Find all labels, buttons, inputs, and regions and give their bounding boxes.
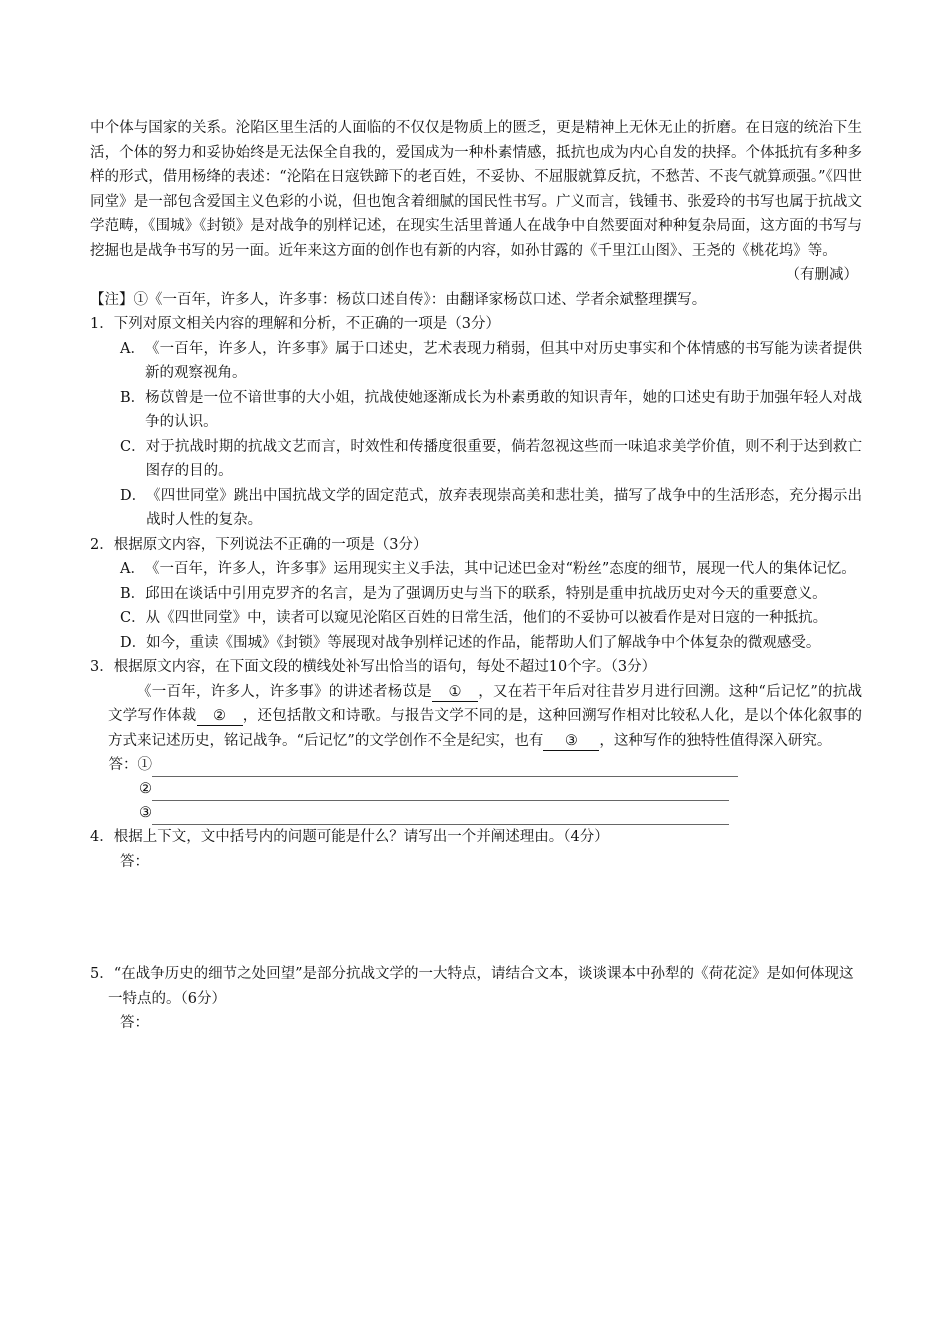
question-1-option-a[interactable] [120, 337, 862, 386]
fill-blank-3[interactable]: ③ [543, 732, 599, 751]
option-label: B． [120, 585, 146, 602]
option-text: 《一百年，许多人，许多事》属于口述史，艺术表现力稍弱，但其中对历史事实和个体情感的书写能为读者提供新的观察视角。 [144, 340, 862, 381]
question-2-stem: 2．根据原文内容，下列说法不正确的一项是（3分） [90, 536, 428, 553]
question-1-option-b[interactable] [120, 386, 862, 435]
question-1-stem: 1．下列对原文相关内容的理解和分析，不正确的一项是（3分） [90, 316, 500, 332]
answer-label-2: ② [139, 780, 152, 797]
fill-text-4: ，这种写作的独特性值得深入研究。 [599, 732, 832, 749]
option-text: 对于抗战时期的抗战文艺而言，时效性和传播度很重要，倘若忽视这些而一味追求美学价值，则不利于达到救亡图存的目的。 [145, 438, 862, 479]
option-label: D． [120, 634, 147, 651]
question-2 [90, 533, 862, 656]
option-text: 《四世同堂》跳出中国抗战文学的固定范式，放弃表现崇高美和悲壮美，描写了战争中的生活形态，充分揭示出战时人性的复杂。 [146, 487, 862, 528]
fill-text-3: ，还包括散文和诗歌。与报告文学不同的是，这种回溯写作相对比较私人化，是以个体化叙事的方式来记述历史，铭记战争。“后记忆”的文学创作不全是纪实，也有 [108, 708, 862, 749]
question-2-option-b[interactable] [120, 582, 862, 607]
option-label: D． [120, 487, 147, 504]
option-label: A． [120, 561, 145, 577]
question-4-answer-label: 答： [120, 853, 149, 870]
answer-rule-2[interactable] [152, 788, 729, 801]
question-5-stem: 5．“在战争历史的细节之处回望”是部分抗战文学的一大特点，请结合文本，谈谈课本中孙犁的《荷花淀》是如何体现这一特点的。（6分） [90, 966, 854, 1007]
question-3-stem: 3．根据原文内容，在下面文段的横线处补写出恰当的语句，每处不超过10个字。（3分） [90, 659, 657, 675]
fill-blank-2[interactable]: ② [197, 707, 243, 726]
option-text: 杨苡曾是一位不谙世事的大小姐，抗战使她逐渐成长为朴素勇敢的知识青年，她的口述史有助于加强年轻人对战争的认识。 [145, 389, 862, 430]
question-4-answer-area[interactable] [90, 874, 862, 962]
fill-blank-1[interactable]: ① [432, 683, 478, 702]
question-1-option-d[interactable] [120, 484, 862, 533]
fill-text-2: ，又在若干年后对往昔岁月进行回溯。这种“后记忆”的抗战文学写作体裁 [108, 683, 862, 724]
answer-line-2[interactable] [90, 777, 862, 801]
answer-line-1[interactable] [90, 753, 862, 777]
option-text: 《一百年，许多人，许多事》运用现实主义手法，其中记述巴金对“粉丝”态度的细节，展现一代人的集体记忆。 [144, 561, 856, 577]
option-label: C． [120, 438, 146, 455]
question-2-option-c[interactable] [120, 606, 862, 631]
fill-text-1: 《一百年，许多人，许多事》的讲述者杨苡是 [137, 683, 432, 700]
annotation-note: 【注】①《一百年，许多人，许多事：杨苡口述自传》：由翻译家杨苡口述、学者余斌整理撰写。 [90, 291, 707, 308]
question-2-option-a[interactable] [120, 557, 862, 582]
answer-rule-1[interactable] [152, 764, 738, 777]
answer-label-3: ③ [139, 804, 152, 821]
question-4-stem: 4．根据上下文，文中括号内的问题可能是什么？请写出一个并阐述理由。（4分） [90, 829, 609, 845]
answer-line-3[interactable] [90, 801, 862, 825]
question-1 [90, 312, 862, 533]
answer-rule-3[interactable] [152, 812, 729, 825]
question-4 [90, 825, 862, 962]
exam-page [90, 116, 862, 1036]
answer-label-1: 答：① [108, 756, 152, 773]
option-text: 如今，重读《围城》《封锁》等展现对战争别样记述的作品，能帮助人们了解战争中个体复杂的微观感受。 [146, 634, 821, 651]
question-1-option-c[interactable] [120, 435, 862, 484]
question-3 [90, 655, 862, 825]
option-label: B． [120, 389, 146, 406]
question-5 [90, 962, 862, 1036]
question-5-answer-label: 答： [120, 1015, 149, 1031]
passage-paragraph: 中个体与国家的关系。沦陷区里生活的人面临的不仅仅是物质上的匮乏，更是精神上无休无止的折磨。在日寇的统治下生活，个体的努力和妥协始终是无法保全自我的，爱国成为一种朴素情感，抵抗也成为内心自发的抉择。个体抵抗有多种多样的形式，借用杨绛的表述：“沦陷在日寇铁蹄下的老百姓，不妥协、不屈服就算反抗，不愁苦、不丧气就算顽强。”《四世同堂》是一部包含爱国主义色彩的小说，但也饱含着细腻的国民性书写。广义而言，钱锺书、张爱玲的书写也属于抗战文学范畴，《围城》《封锁》是对战争的别样记述，在现实生活里普通人在战争中自然要面对种种复杂局面，这方面的书写与挖掘也是战争书写的另一面。近年来这方面的创作也有新的内容，如孙甘露的《千里江山图》、王尧的《桃花坞》等。 [90, 120, 862, 259]
option-text: 从《四世同堂》中，读者可以窥见沦陷区百姓的日常生活，他们的不妥协可以被看作是对日寇的一种抵抗。 [145, 610, 828, 626]
option-text: 邱田在谈话中引用克罗齐的名言，是为了强调历史与当下的联系，特别是重申抗战历史对今天的重要意义。 [145, 585, 827, 602]
question-2-option-d[interactable] [120, 631, 862, 656]
question-3-passage [90, 680, 862, 754]
option-label: A． [120, 340, 145, 357]
option-label: C． [120, 610, 146, 626]
source-note: （有删减） [785, 267, 858, 283]
